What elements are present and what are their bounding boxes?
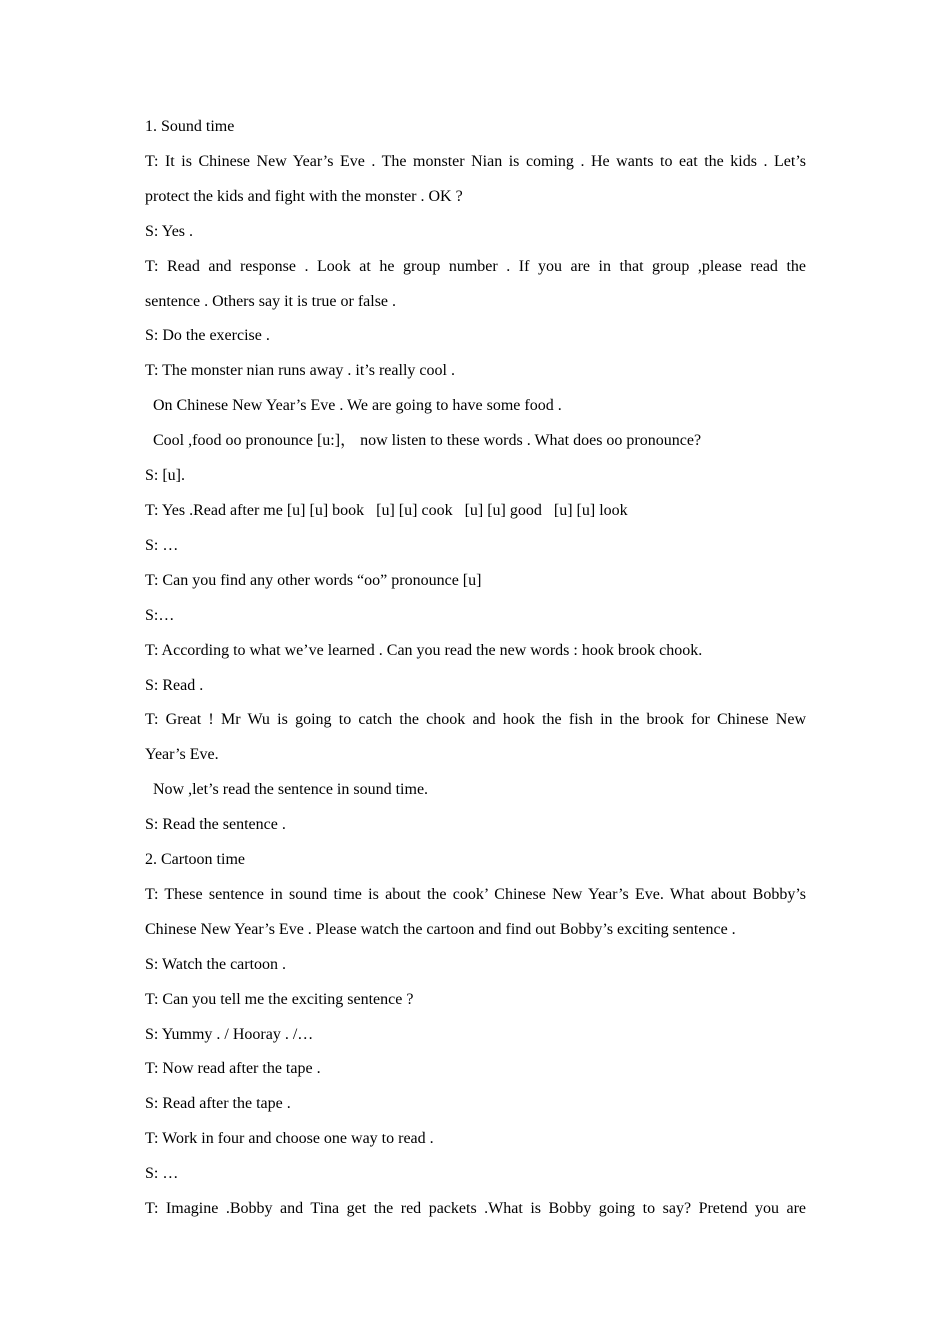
document-line: S: Yes . [145, 222, 194, 240]
document-line: T: According to what we’ve learned . Can you read the new words : hook brook chook. [145, 641, 703, 659]
document-line: S: [u]. [145, 467, 185, 485]
document-line: T: Now read after the tape . [145, 1060, 321, 1078]
document-line: T: Work in four and choose one way to read . [145, 1130, 434, 1148]
document-line: S: Read after the tape . [145, 1095, 291, 1113]
document-line: S: Read . [145, 676, 204, 694]
document-line: 2. Cartoon time [145, 851, 245, 869]
document-line: Cool ,food oo pronounce [u:]， now listen to these words . What does oo pronounce? [145, 432, 702, 450]
document-line: sentence . Others say it is true or false . [145, 292, 397, 310]
document-line: S:… [145, 606, 175, 624]
document-line: T: Can you tell me the exciting sentence ? [145, 990, 414, 1008]
document-line: T: These sentence in sound time is about the cook’ Chinese New Year’s Eve. What about Bobby’s [145, 885, 806, 903]
document-line: T: Great ! Mr Wu is going to catch the chook and hook the fish in the brook for Chinese New [145, 711, 806, 729]
document-line: S: … [145, 536, 179, 554]
document-line: protect the kids and fight with the monster . OK ? [145, 187, 463, 205]
document-line: S: Watch the cartoon . [145, 955, 287, 973]
document-line: T: Read and response . Look at he group number . If you are in that group ,please read the [145, 257, 806, 275]
document-line: On Chinese New Year’s Eve . We are going to have some food . [145, 397, 562, 415]
document-lines [145, 110, 806, 1227]
document-line: S: Read the sentence . [145, 816, 286, 834]
document-line: Now ,let’s read the sentence in sound time. [145, 781, 429, 799]
document-line: Year’s Eve. [145, 746, 219, 764]
document-line: T: Yes .Read after me [u] [u] book [u] [u] cook [u] [u] good [u] [u] look [145, 501, 628, 519]
document-line: T: The monster nian runs away . it’s really cool . [145, 362, 455, 380]
document-line: S: Do the exercise . [145, 327, 270, 345]
document-line: S: Yummy . / Hooray . /… [145, 1025, 314, 1043]
document-line: T: It is Chinese New Year’s Eve . The monster Nian is coming . He wants to eat the kids . Let’s [145, 152, 806, 170]
document-line: T: Imagine .Bobby and Tina get the red packets .What is Bobby going to say? Pretend you are [145, 1200, 806, 1218]
document-line: S: … [145, 1165, 179, 1183]
document-line: T: Can you find any other words “oo” pronounce [u] [145, 571, 482, 589]
document-line: 1. Sound time [145, 118, 235, 135]
document-line: Chinese New Year’s Eve . Please watch the cartoon and find out Bobby’s exciting sentence . [145, 920, 736, 938]
